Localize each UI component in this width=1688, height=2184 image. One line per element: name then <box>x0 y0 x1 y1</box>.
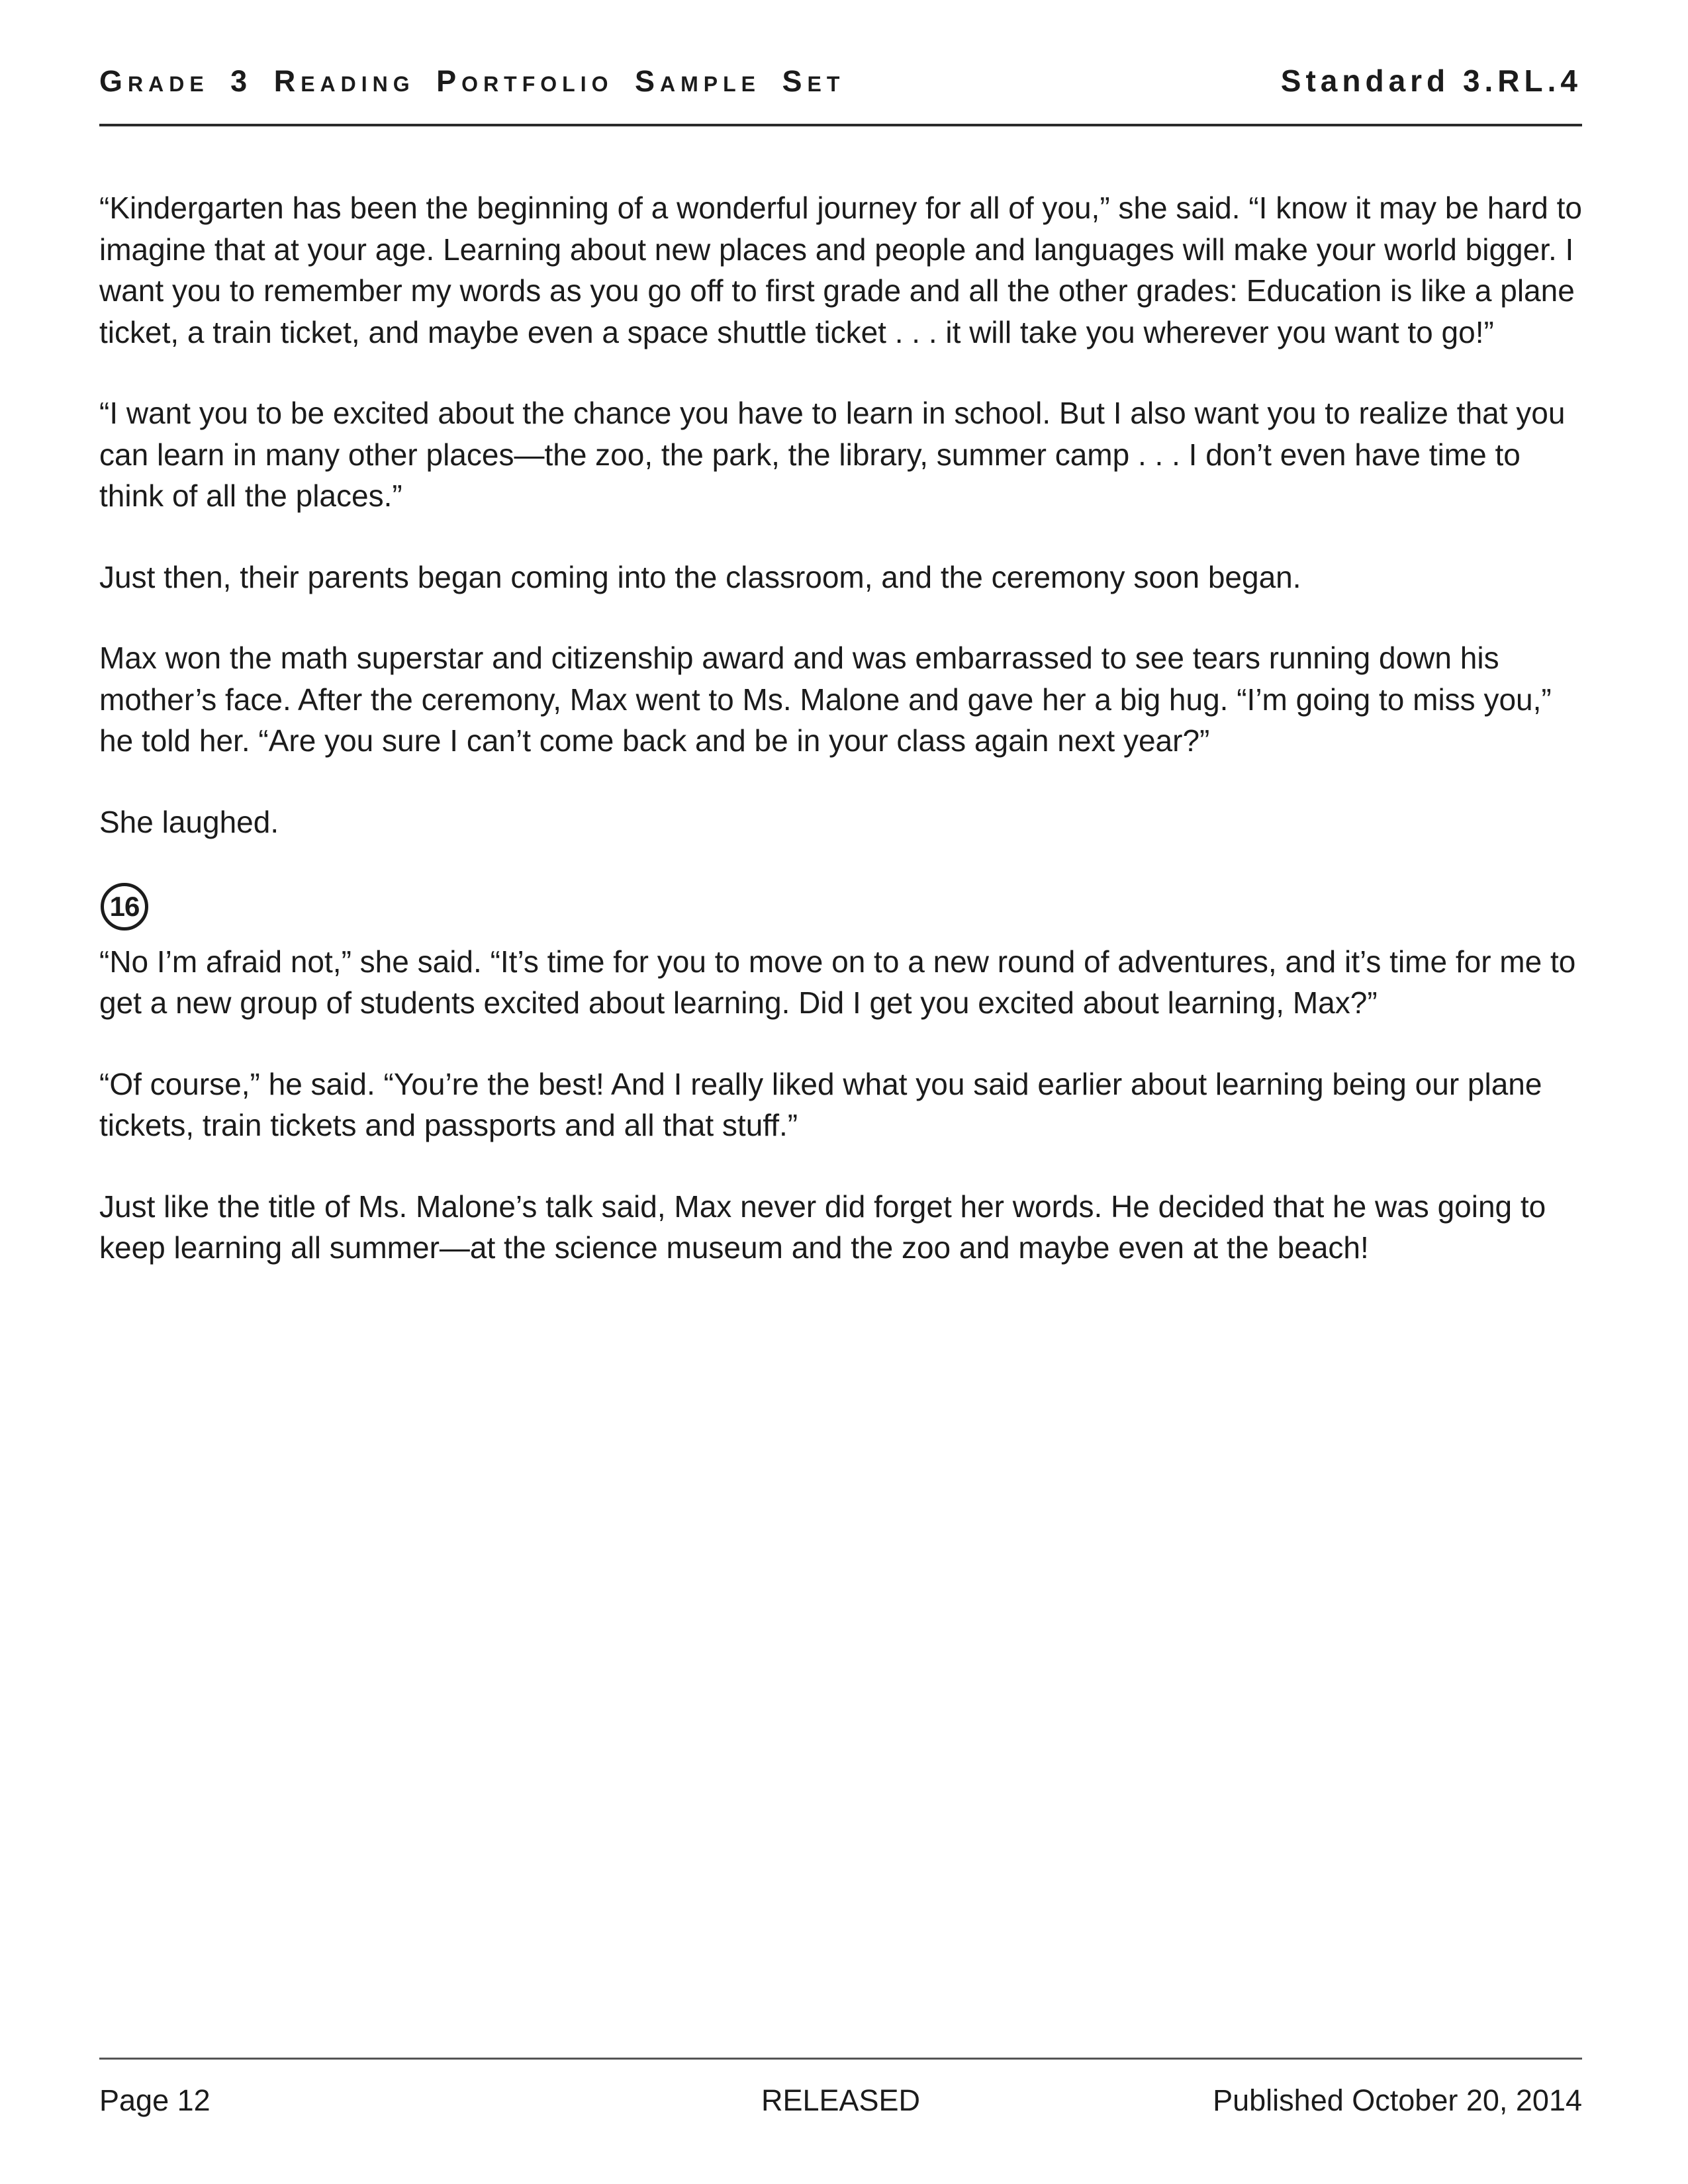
footer-divider <box>99 2058 1582 2060</box>
story-body <box>99 187 1582 1269</box>
paragraph-5: She laughed. <box>99 805 279 840</box>
footer-released-label: RELEASED <box>761 2083 921 2117</box>
page-footer <box>99 2058 1582 2118</box>
paragraph-7: “Of course,” he said. “You’re the best! And I really liked what you said earlier about learning being our plane tickets, train tickets and passports and all that stuff.” <box>99 1066 1542 1143</box>
question-16-marker <box>101 883 148 931</box>
paragraph-1: “Kindergarten has been the beginning of a wonderful journey for all of you,” she said. “I know it may be hard to imagine that at your age. Learning about new places and people and languages will make your world bigger. I want you to remember my words as you go off to first grade and all the other grades: Education is like a plane ticket, a train ticket, and maybe even a space shuttle ticket . . . it will take you wherever you want to go!” <box>99 191 1582 349</box>
header-left-title: Grade 3 Reading Portfolio Sample Set <box>99 64 845 98</box>
footer-published-date: Published October 20, 2014 <box>1213 2083 1582 2117</box>
footer-page-number: Page 12 <box>99 2083 211 2117</box>
page-header <box>99 63 1582 99</box>
paragraph-6: “No I’m afraid not,” she said. “It’s time for you to move on to a new round of adventures, and it’s time for me to get a new group of students excited about learning. Did I get you excited about learning, Max?” <box>99 944 1576 1021</box>
header-right-title: Standard 3.RL.4 <box>1280 64 1582 98</box>
question-number: 16 <box>109 891 140 922</box>
paragraph-2: “I want you to be excited about the chance you have to learn in school. But I also want you to realize that you can learn in many other places—the zoo, the park, the library, summer camp . . . I don’t even have time to think of all the places.” <box>99 396 1566 514</box>
paragraph-8: Just like the title of Ms. Malone’s talk said, Max never did forget her words. He decided that he was going to keep learning all summer—at the science museum and the zoo and maybe even at the beach! <box>99 1189 1546 1265</box>
footer-row <box>99 2083 1582 2118</box>
paragraph-4: Max won the math superstar and citizenship award and was embarrassed to see tears running down his mother’s face. After the ceremony, Max went to Ms. Malone and gave her a big hug. “I’m going to miss you,” he told her. “Are you sure I can’t come back and be in your class again next year?” <box>99 641 1552 758</box>
paragraph-3: Just then, their parents began coming into the classroom, and the ceremony soon began. <box>99 559 1301 594</box>
header-divider <box>99 124 1582 126</box>
